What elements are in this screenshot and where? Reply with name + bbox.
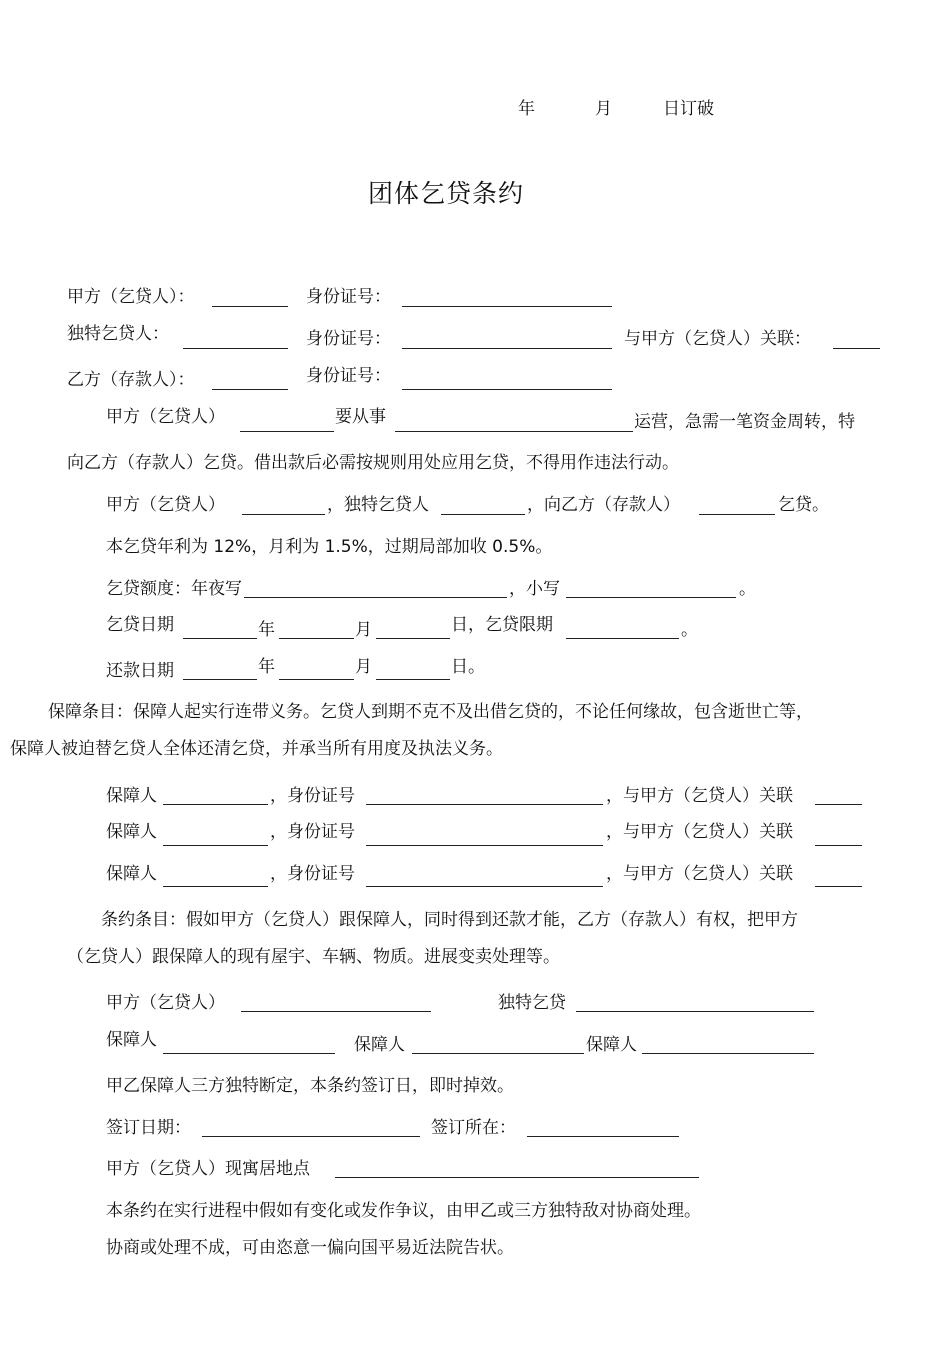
guarantor-3-rel-label: ，与甲方（乞贷人）关联 <box>606 864 793 884</box>
guarantor-3-id-label: ，身份证号 <box>270 864 355 884</box>
amount-lower-blank[interactable] <box>566 597 736 598</box>
purpose-blank-b[interactable] <box>395 431 633 432</box>
purpose-blank-a[interactable] <box>240 431 334 432</box>
repay-date-label: 还款日期 <box>106 661 174 681</box>
document-title: 团体乞贷条约 <box>368 179 525 208</box>
sign-party-a-label: 甲方（乞贷人） <box>106 993 225 1013</box>
repay-day: 日。 <box>451 657 485 677</box>
repay-day-blank[interactable] <box>376 679 450 680</box>
party-b-label: 乙方（存款人）： <box>67 370 195 390</box>
id-blank-1[interactable] <box>402 306 612 307</box>
loan-date-day: 日，乞贷限期 <box>451 615 553 635</box>
sign-guarantor-1-blank[interactable] <box>163 1053 335 1054</box>
guarantor-3-id-blank[interactable] <box>366 886 603 887</box>
contract-clause-line2: （乞贷人）跟保障人的现有屋宇、车辆、物质。进展变卖处理等。 <box>67 947 560 967</box>
guarantor-3-label: 保障人 <box>106 864 157 884</box>
guarantor-2-label: 保障人 <box>106 822 157 842</box>
guarantor-3-rel-blank[interactable] <box>815 886 862 887</box>
party-a-label: 甲方（乞贷人）： <box>67 287 195 307</box>
repay-year-blank[interactable] <box>183 679 257 680</box>
amount-end: 。 <box>739 579 756 599</box>
date-year: 年 <box>518 99 535 119</box>
id-label-2: 身份证号： <box>306 329 391 349</box>
guarantor-1-rel-blank[interactable] <box>815 804 862 805</box>
loan-date-label: 乞贷日期 <box>106 615 174 635</box>
dispute-line2: 协商或处理不成，可由恣意一偏向国平易近法院告状。 <box>106 1238 514 1258</box>
sole-borrower-blank[interactable] <box>183 348 288 349</box>
loan-b: ，独特乞贷人 <box>327 495 429 515</box>
sign-guarantor-1-label: 保障人 <box>106 1030 157 1050</box>
loan-d: 乞贷。 <box>778 495 829 515</box>
guarantor-1-id-blank[interactable] <box>366 804 603 805</box>
signing-date-blank[interactable] <box>202 1136 420 1137</box>
purpose-mid: 要从事 <box>335 407 386 427</box>
loan-date-month-blank[interactable] <box>279 638 354 639</box>
loan-date-year-blank[interactable] <box>183 638 257 639</box>
amount-upper-blank[interactable] <box>244 597 507 598</box>
guarantor-1-rel-label: ，与甲方（乞贷人）关联 <box>606 786 793 806</box>
loan-date-year: 年 <box>258 620 275 640</box>
guarantee-clause-line2: 保障人被迫替乞贷人全体还清乞贷，并承当所有用度及执法义务。 <box>10 739 503 759</box>
guarantor-1-name-blank[interactable] <box>163 804 268 805</box>
sign-sole-borrower-label: 独特乞贷 <box>498 993 566 1013</box>
id-label-3: 身份证号： <box>306 366 391 386</box>
date-month: 月 <box>595 99 612 119</box>
guarantor-2-id-label: ，身份证号 <box>270 822 355 842</box>
party-a-blank[interactable] <box>212 306 288 307</box>
amount-lower-label: ，小写 <box>509 579 560 599</box>
loan-blank-b[interactable] <box>441 514 525 515</box>
id-blank-2[interactable] <box>402 348 612 349</box>
id-blank-3[interactable] <box>402 389 612 390</box>
address-label: 甲方（乞贷人）现寓居地点 <box>106 1159 310 1179</box>
loan-date-end: 。 <box>681 620 698 640</box>
guarantor-2-id-blank[interactable] <box>366 845 603 846</box>
guarantor-2-rel-blank[interactable] <box>815 845 862 846</box>
sign-guarantor-3-blank[interactable] <box>642 1053 814 1054</box>
repay-month: 月 <box>355 657 372 677</box>
guarantor-3-name-blank[interactable] <box>163 886 268 887</box>
sign-guarantor-2-blank[interactable] <box>412 1053 584 1054</box>
date-day-sign: 日订破 <box>663 99 714 119</box>
sign-guarantor-2-label: 保障人 <box>354 1035 405 1055</box>
guarantor-2-rel-label: ，与甲方（乞贷人）关联 <box>606 822 793 842</box>
relation-blank[interactable] <box>833 348 880 349</box>
dispute-line1: 本条约在实行进程中假如有变化或发作争议，由甲乙或三方独特敌对协商处理。 <box>106 1201 701 1221</box>
loan-c: ，向乙方（存款人） <box>527 495 680 515</box>
effective-text: 甲乙保障人三方独特断定，本条约签订日，即时掉效。 <box>106 1076 514 1096</box>
loan-date-month: 月 <box>355 620 372 640</box>
loan-blank-c[interactable] <box>699 514 775 515</box>
signing-place-label: 签订所在： <box>431 1118 516 1138</box>
guarantor-1-label: 保障人 <box>106 786 157 806</box>
loan-date-day-blank[interactable] <box>376 638 450 639</box>
repay-year: 年 <box>258 657 275 677</box>
loan-term-blank[interactable] <box>566 638 679 639</box>
signing-place-blank[interactable] <box>527 1136 679 1137</box>
interest-text: 本乞贷年利为 12%，月利为 1.5%，过期局部加收 0.5%。 <box>106 537 553 557</box>
purpose-suffix: 运营，急需一笔资金周转，特 <box>634 412 855 432</box>
loan-a: 甲方（乞贷人） <box>106 495 225 515</box>
amount-label: 乞贷额度：年夜写 <box>106 579 242 599</box>
sign-sole-borrower-blank[interactable] <box>576 1011 814 1012</box>
party-b-blank[interactable] <box>212 389 288 390</box>
address-blank[interactable] <box>335 1177 699 1178</box>
signing-date-label: 签订日期： <box>106 1118 191 1138</box>
sign-guarantor-3-label: 保障人 <box>586 1035 637 1055</box>
purpose-line2: 向乙方（存款人）乞贷。借出款后必需按规则用处应用乞贷，不得用作违法行动。 <box>67 453 679 473</box>
sign-party-a-blank[interactable] <box>241 1011 431 1012</box>
guarantee-clause-line1: 保障条目：保障人起实行连带义务。乞贷人到期不克不及出借乞贷的，不论任何缘故，包含逝世亡等， <box>48 702 813 722</box>
loan-blank-a[interactable] <box>242 514 325 515</box>
guarantor-1-id-label: ，身份证号 <box>270 786 355 806</box>
sole-borrower-label: 独特乞贷人： <box>67 324 169 344</box>
contract-clause-line1: 条约条目：假如甲方（乞贷人）跟保障人，同时得到还款才能，乙方（存款人）有权，把甲方 <box>101 910 798 930</box>
purpose-prefix: 甲方（乞贷人） <box>106 407 225 427</box>
id-label-1: 身份证号： <box>306 287 391 307</box>
relation-label: 与甲方（乞贷人）关联： <box>624 329 811 349</box>
guarantor-2-name-blank[interactable] <box>163 845 268 846</box>
repay-month-blank[interactable] <box>279 679 354 680</box>
